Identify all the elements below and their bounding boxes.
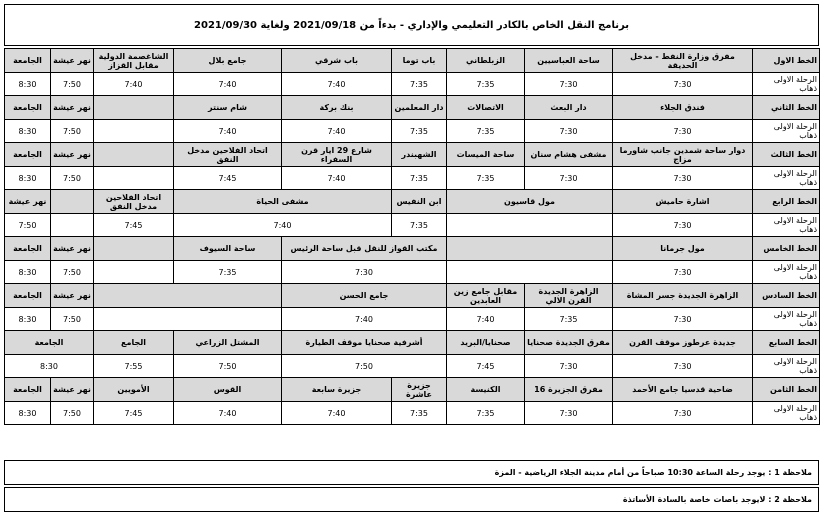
- stop-name: مقابل جامع زين العابدين: [447, 284, 525, 308]
- trip-time: 7:40: [282, 308, 447, 331]
- trip-label: الرحلة الاولى ذهاب: [753, 73, 820, 96]
- trip-time: 7:30: [613, 214, 753, 237]
- trip-time: 7:40: [174, 120, 282, 143]
- stop-name: باب توما: [392, 49, 447, 73]
- trip-time: 7:40: [174, 214, 392, 237]
- stop-name: الاتصالات: [447, 96, 525, 120]
- stop-name: نهر عيشة: [5, 190, 51, 214]
- stop-name: [51, 190, 94, 214]
- stop-name: الجامعة: [5, 378, 51, 402]
- stop-name: الكنيسة: [447, 378, 525, 402]
- stop-name: نهر عيشة: [51, 143, 94, 167]
- stop-name: نهر عيشة: [51, 96, 94, 120]
- trip-time: 7:40: [282, 167, 392, 190]
- trip-row: [5, 402, 820, 425]
- stop-name: الجامعة: [5, 96, 51, 120]
- line-name: الخط الثامن: [753, 378, 820, 402]
- trip-time: 8:30: [5, 308, 51, 331]
- trip-time: 7:45: [94, 214, 174, 237]
- line-name: الخط الخامس: [753, 237, 820, 261]
- trip-time: 7:40: [282, 120, 392, 143]
- stop-name: ضاحية قدسيا جامع الأحمد: [613, 378, 753, 402]
- stop-name: باب شرقي: [282, 49, 392, 73]
- stop-name: جامع بلال: [174, 49, 282, 73]
- trip-time: 7:35: [447, 402, 525, 425]
- trip-time: 7:35: [447, 167, 525, 190]
- stop-name: أشرفية صحنايا موقف الطيارة: [282, 331, 447, 355]
- trip-label: الرحلة الاولى ذهاب: [753, 402, 820, 425]
- trip-time: 7:40: [174, 73, 282, 96]
- trip-time: [447, 261, 613, 284]
- trip-row: [5, 73, 820, 96]
- trip-time: [94, 120, 174, 143]
- trip-time: 7:35: [174, 261, 282, 284]
- trip-time: 7:35: [447, 120, 525, 143]
- stop-name: بنك بركة: [282, 96, 392, 120]
- stop-name: الشهبندر: [392, 143, 447, 167]
- stop-name: مكتب القواز للنقل قبل ساحة الرئيس: [282, 237, 447, 261]
- stop-name: شام سنتر: [174, 96, 282, 120]
- stop-name: الأمويين: [94, 378, 174, 402]
- trip-time: 7:30: [525, 73, 613, 96]
- trip-time: 7:30: [613, 261, 753, 284]
- trip-time: 7:50: [5, 214, 51, 237]
- trip-time: 8:30: [5, 261, 51, 284]
- stop-name: [447, 237, 613, 261]
- trip-time: 7:40: [447, 308, 525, 331]
- trip-time: 7:35: [525, 308, 613, 331]
- line-header-row: [5, 190, 820, 214]
- trip-time: 7:30: [613, 120, 753, 143]
- stop-name: مشفى هشام سنان: [525, 143, 613, 167]
- stop-name: الجامعة: [5, 143, 51, 167]
- line-header-row: [5, 378, 820, 402]
- stop-name: جزيرة عاشرة: [392, 378, 447, 402]
- stop-name: الشاغصمة الدولية مقابل القزاز: [94, 49, 174, 73]
- trip-time: 7:35: [392, 214, 447, 237]
- stop-name: نهر عيشة: [51, 378, 94, 402]
- trip-time: 8:30: [5, 355, 94, 378]
- trip-label: الرحلة الاولى ذهاب: [753, 214, 820, 237]
- stop-name: ابن النفيس: [392, 190, 447, 214]
- trip-label: الرحلة الاولى ذهاب: [753, 261, 820, 284]
- stop-name: دار المعلمين: [392, 96, 447, 120]
- stop-name: ساحة الميسات: [447, 143, 525, 167]
- stop-name: ساحة السيوف: [174, 237, 282, 261]
- stop-name: صحنايا/البريد: [447, 331, 525, 355]
- trip-time: 7:40: [94, 73, 174, 96]
- trip-time: 7:35: [447, 73, 525, 96]
- stop-name: الجامع: [94, 331, 174, 355]
- trip-time: 7:50: [174, 355, 282, 378]
- trip-time: [94, 261, 174, 284]
- trip-time: 7:35: [392, 73, 447, 96]
- trip-time: 7:35: [392, 120, 447, 143]
- trip-time: 7:30: [613, 167, 753, 190]
- trip-time: 8:30: [5, 73, 51, 96]
- stop-name: الجامعة: [5, 331, 94, 355]
- trip-time: 7:30: [282, 261, 447, 284]
- trip-time: 7:50: [51, 308, 94, 331]
- trip-time: 8:30: [5, 402, 51, 425]
- stop-name: ساحة العباسيين: [525, 49, 613, 73]
- trip-time: [447, 214, 613, 237]
- line-name: الخط الثاني: [753, 96, 820, 120]
- stop-name: الجامعة: [5, 49, 51, 73]
- trip-label: الرحلة الاولى ذهاب: [753, 308, 820, 331]
- trip-time: 7:35: [392, 402, 447, 425]
- line-name: الخط السابع: [753, 331, 820, 355]
- stop-name: فندق الجلاء: [613, 96, 753, 120]
- trip-time: 7:50: [51, 402, 94, 425]
- stop-name: الزاهرة الجديدة القرن الالي: [525, 284, 613, 308]
- trip-row: [5, 120, 820, 143]
- trip-time: 7:30: [525, 402, 613, 425]
- stop-name: جزيرة سابعة: [282, 378, 392, 402]
- stop-name: نهر عيشة: [51, 49, 94, 73]
- trip-time: 7:50: [51, 73, 94, 96]
- line-header-row: [5, 284, 820, 308]
- stop-name: مفرق وزارة النفط - مدخل الحديقة: [613, 49, 753, 73]
- stop-name: مفرق الجزيرة 16: [525, 378, 613, 402]
- trip-time: [94, 167, 174, 190]
- trip-row: [5, 308, 820, 331]
- stop-name: الجامعة: [5, 284, 51, 308]
- stop-name: مول قاسيون: [447, 190, 613, 214]
- stop-name: المشتل الزراعي: [174, 331, 282, 355]
- line-name: الخط الاول: [753, 49, 820, 73]
- trip-row: [5, 214, 820, 237]
- stop-name: جديدة عرطوز موقف القرن: [613, 331, 753, 355]
- trip-time: 7:40: [282, 402, 392, 425]
- line-header-row: [5, 237, 820, 261]
- stop-name: مول جرمانا: [613, 237, 753, 261]
- stop-name: نهر عيشة: [51, 284, 94, 308]
- trip-time: 7:30: [613, 402, 753, 425]
- trip-time: 7:35: [392, 167, 447, 190]
- stop-name: القوس: [174, 378, 282, 402]
- trip-time: 7:30: [613, 73, 753, 96]
- trip-row: [5, 355, 820, 378]
- line-name: الخط الرابع: [753, 190, 820, 214]
- trip-row: [5, 261, 820, 284]
- trip-time: 7:50: [51, 167, 94, 190]
- trip-time: 7:45: [174, 167, 282, 190]
- stop-name: اشارة حاميش: [613, 190, 753, 214]
- stop-name: الزبلطاني: [447, 49, 525, 73]
- stop-name: [94, 284, 282, 308]
- stop-name: الزاهرة الجديدة جسر المشاة: [613, 284, 753, 308]
- trip-time: 7:45: [94, 402, 174, 425]
- trip-time: 7:50: [51, 261, 94, 284]
- page-title: برنامج النقل الخاص بالكادر التعليمي والإداري - بدءاً من 2021/09/18 ولغاية 2021/09/30: [4, 4, 819, 46]
- trip-time: 7:30: [525, 167, 613, 190]
- stop-name: [94, 143, 174, 167]
- trip-time: 8:30: [5, 167, 51, 190]
- trip-time: 7:30: [613, 355, 753, 378]
- stop-name: [94, 96, 174, 120]
- stop-name: [94, 237, 174, 261]
- line-name: الخط السادس: [753, 284, 820, 308]
- trip-time: 7:40: [174, 402, 282, 425]
- stop-name: دوار ساحة شمدين جانب شاورما مزاج: [613, 143, 753, 167]
- line-header-row: [5, 49, 820, 73]
- trip-label: الرحلة الاولى ذهاب: [753, 355, 820, 378]
- line-name: الخط الثالث: [753, 143, 820, 167]
- line-header-row: [5, 96, 820, 120]
- trip-time: [51, 214, 94, 237]
- trip-time: 7:50: [282, 355, 447, 378]
- trip-time: 8:30: [5, 120, 51, 143]
- transport-schedule-table: [4, 48, 820, 425]
- stop-name: مشفى الحياة: [174, 190, 392, 214]
- trip-label: الرحلة الاولى ذهاب: [753, 120, 820, 143]
- trip-label: الرحلة الاولى ذهاب: [753, 167, 820, 190]
- stop-name: جامع الحسن: [282, 284, 447, 308]
- trip-time: 7:40: [282, 73, 392, 96]
- trip-time: 7:50: [51, 120, 94, 143]
- trip-time: 7:30: [525, 120, 613, 143]
- trip-time: 7:30: [525, 355, 613, 378]
- trip-row: [5, 167, 820, 190]
- note-1: ملاحظة 1 : يوجد رحلة الساعة 10:30 صباحاً من أمام مدينة الجلاء الرياضية - المزة: [4, 460, 819, 485]
- stop-name: اتحاد الفلاحين مدخل النفق: [94, 190, 174, 214]
- trip-time: 7:55: [94, 355, 174, 378]
- stop-name: شارع 29 ايار قرن السفراء: [282, 143, 392, 167]
- trip-time: 7:45: [447, 355, 525, 378]
- stop-name: اتحاد الفلاحين مدخل النفق: [174, 143, 282, 167]
- line-header-row: [5, 143, 820, 167]
- stop-name: نهر عيشة: [51, 237, 94, 261]
- note-2: ملاحظة 2 : لايوجد باصات خاصة بالسادة الأساتذة: [4, 487, 819, 512]
- trip-time: 7:30: [613, 308, 753, 331]
- stop-name: الجامعة: [5, 237, 51, 261]
- trip-time: [94, 308, 282, 331]
- line-header-row: [5, 331, 820, 355]
- stop-name: دار البعث: [525, 96, 613, 120]
- stop-name: مفرق الجديدة صحنايا: [525, 331, 613, 355]
